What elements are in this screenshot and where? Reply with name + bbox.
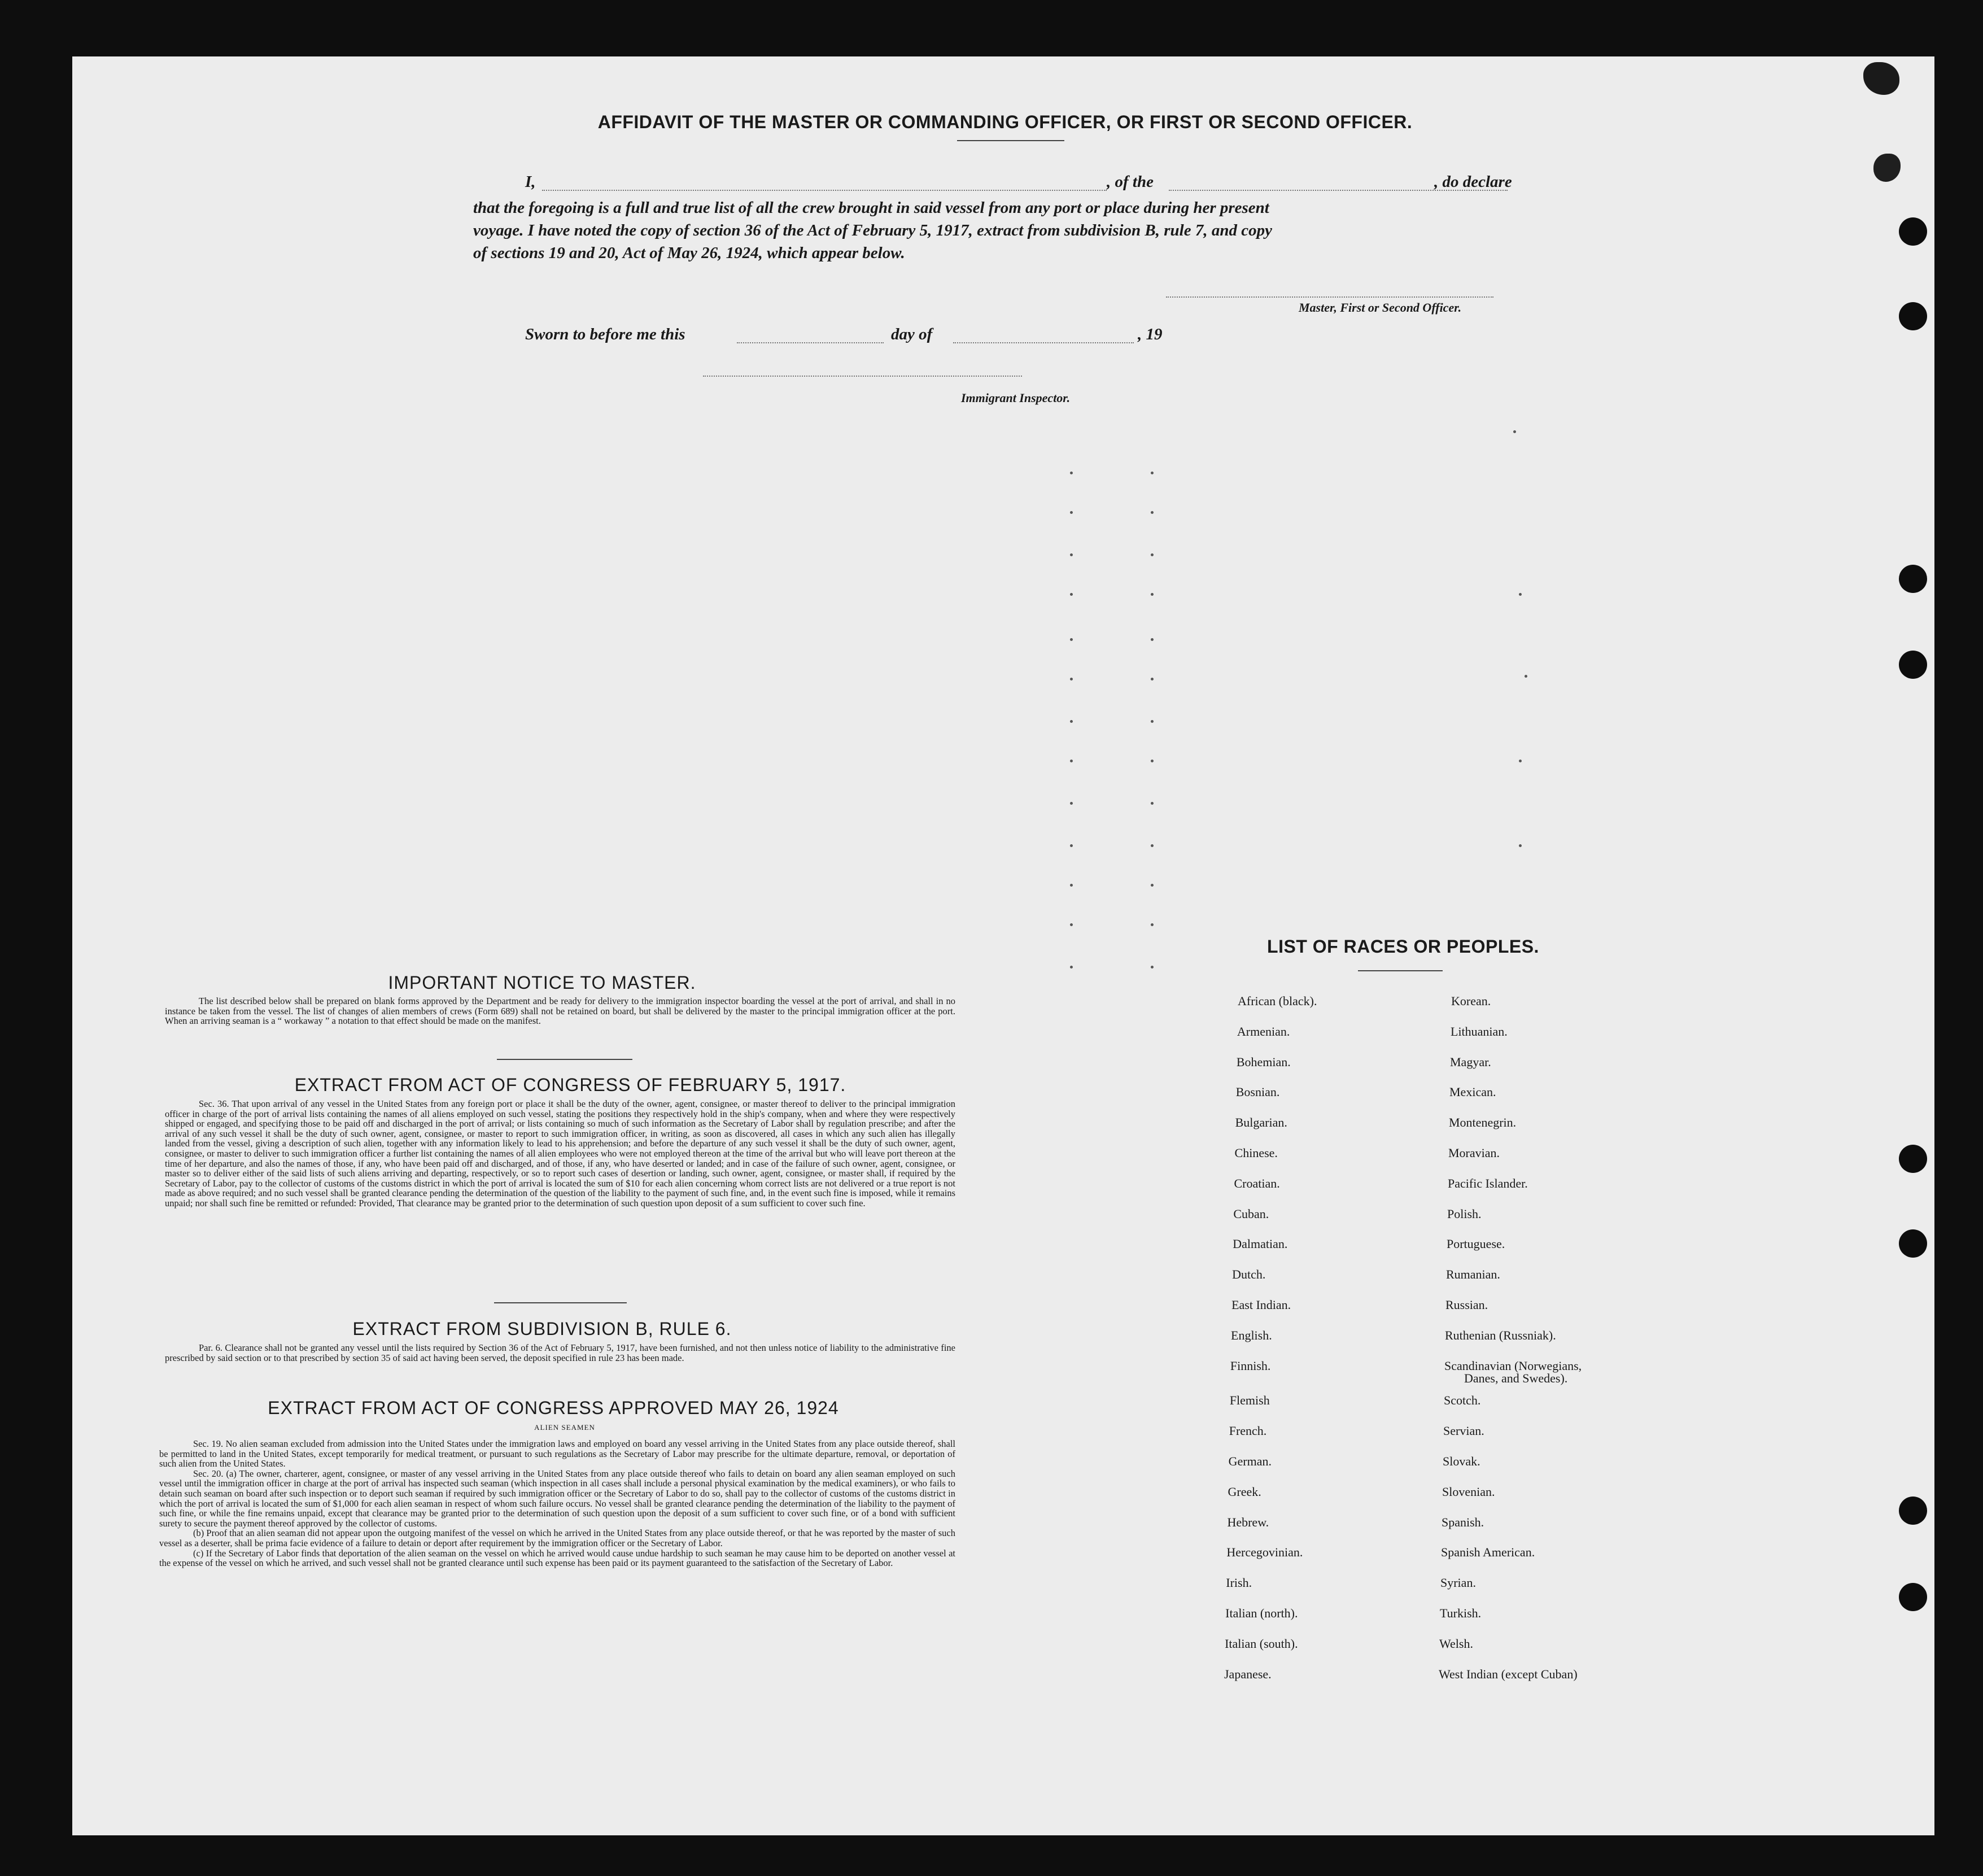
races-title: LIST OF RACES OR PEOPLES. — [1267, 936, 1539, 957]
race-item: Portuguese. — [1447, 1237, 1505, 1251]
do-declare-label: , do declare — [1434, 173, 1512, 191]
race-item-continuation: Danes, and Swedes). — [1464, 1371, 1568, 1385]
race-item: Servian. — [1443, 1424, 1484, 1438]
race-item: Mexican. — [1449, 1085, 1496, 1100]
punch-hole — [1899, 565, 1927, 593]
race-item: Rumanian. — [1446, 1267, 1500, 1282]
race-item: Irish. — [1226, 1576, 1252, 1590]
race-item: Armenian. — [1237, 1024, 1290, 1039]
race-item: Bohemian. — [1236, 1054, 1291, 1069]
race-item: Spanish. — [1442, 1515, 1484, 1529]
race-item: Pacific Islander. — [1448, 1176, 1528, 1190]
race-item: Moravian. — [1448, 1146, 1500, 1160]
inspector-signature-blank — [703, 376, 1022, 377]
sworn-line — [525, 325, 1203, 346]
race-item: Syrian. — [1440, 1576, 1476, 1590]
notice-paragraph: The list described below shall be prepared on blank forms approved by the Department and be ready for delivery to the immigration inspector boarding the vessel at the port of arrival, and shall in no instance be taken from the vessel. The list of changes of alien members of crews (Form 689) shall not be retained on board, but shall be delivered by the master to the principal immigration officer at the port. When an arriving seaman is a “ workaway ” a notation to that effect should be made on the manifest. — [165, 996, 955, 1027]
extract-1924-subtitle: ALIEN SEAMEN — [534, 1423, 595, 1432]
race-item: Hercegovinian. — [1226, 1545, 1303, 1560]
section-36-paragraph: Sec. 36. That upon arrival of any vessel in the United States from any foreign port or place it shall be the duty of the owner, agent, consignee, or master thereof to deliver to the principal immigration officer in charge of the port of arrival lists containing the names of all aliens employed on such vessel, stating the positions they respectively hold in the ship's company, when and where they were respectively shipped or engaged, and specifying those to be paid off and discharged in the port of arrival; or lists containing so much of such information as the Secretary of Labor shall by regulation prescribe; and after the arrival of any such vessel it shall be the duty of such owner, agent, consignee, or master to report to such immigration officer, in writing, as soon as discovered, all cases in which any such alien has illegally landed from the vessel, giving a description of such alien, together with any information likely to lead to his apprehension; and before the departure of any such vessel it shall be the duty of such owner, agent, consignee, or master to deliver to such immigration officer a further list containing the names of all alien employees who were not employed thereon at the time of the arrival but who will leave port thereon at the time of her departure, and also the names of those, if any, who have been paid off and discharged, and of those, if any, who have deserted or landed; and in case of the failure of such owner, agent, consignee, or master so to deliver either of the said lists of such aliens arriving and departing, respectively, or so to report such cases of desertion or landing, such owner, agent, consignee, or master shall, if required by the Secretary of Labor, pay to the collector of customs of the customs district in which the port of arrival is located the sum of $10 for each alien concerning whom correct lists are not delivered or a true report is not made as above required; and no such vessel shall be granted clearance pending the determination of the question of the liability to the payment of such fine, and, in the event such fine is imposed, while it remains unpaid; nor shall such fine be remitted or refunded: Provided, That clearance may be granted prior to the determination of such question upon deposit of a sum sufficient to cover such fine. — [165, 1098, 955, 1209]
year-label: , 19 — [1138, 325, 1163, 343]
race-item: Dutch. — [1232, 1267, 1266, 1282]
extract-1924-text — [159, 1439, 955, 1568]
section-divider — [497, 1059, 632, 1060]
race-item: Slovenian. — [1442, 1484, 1495, 1499]
extract-1917-text — [165, 1099, 955, 1209]
sec-20a-paragraph: Sec. 20. (a) The owner, charterer, agent, consignee, or master of any vessel arriving in the United States from any place outside thereof who fails to detain on board any alien seaman employed on such vessel until the immigration officer in charge at the port of arrival has inspected such seaman (which inspection in all cases shall include a personal physical examination by the medical examiners), or who fails to detain such seaman on board after such inspection or to deport such seaman if required by such immigration officer or the Secretary of Labor to do so, shall pay to the collector of customs of the customs district in which the port of arrival is located the sum of $1,000 for each alien seaman in respect of whom such failure occurs. No vessel shall be granted clearance pending the determination of the liability to the payment of such fine, or while the fine remains unpaid, except that clearance may be granted prior to the determination of such question upon the deposit of a sum sufficient to cover such fine, or of a bond with sufficient surety to secure the payment thereof approved by the collector of customs. — [159, 1468, 955, 1529]
race-item: Spanish American. — [1441, 1545, 1535, 1560]
notice-text — [165, 996, 955, 1026]
race-item: Bulgarian. — [1235, 1115, 1287, 1130]
race-item: Slovak. — [1443, 1454, 1480, 1468]
master-signature-label: Master, First or Second Officer. — [1299, 300, 1462, 315]
race-item: Japanese. — [1224, 1666, 1272, 1681]
race-item: Flemish — [1229, 1393, 1270, 1408]
affidavit-title: AFFIDAVIT OF THE MASTER OR COMMANDING OFFICER, OR FIRST OR SECOND OFFICER. — [597, 112, 1413, 132]
punch-hole — [1899, 1229, 1927, 1258]
sec-20c-paragraph: (c) If the Secretary of Labor finds that deportation of the alien seaman on the vessel on which he arrived would cause undue hardship to such seaman he may cause him to be deported on another vessel at the expense of the vessel on which he arrived, and such vessel shall not be granted clearance until such expense has been paid or its payment guaranteed to the satisfaction of the Secretary of Labor. — [159, 1547, 955, 1569]
punch-hole — [1899, 1145, 1927, 1173]
race-item: Finnish. — [1230, 1358, 1271, 1373]
race-item: Scotch. — [1444, 1393, 1481, 1408]
affidavit-body-line-3: of sections 19 and 20, Act of May 26, 1924, which appear below. — [473, 244, 905, 262]
section-divider — [494, 1302, 627, 1303]
sec-20b-paragraph: (b) Proof that an alien seaman did not appear upon the outgoing manifest of the vessel on which he arrived in the United States from any place outside thereof, or that he was reported by the master of such vessel as a deserter, shall be prima facie evidence of a failure to detain or deport after requirement by the immigration officer or the Secretary of Labor. — [159, 1528, 955, 1548]
extract-rule6-text — [165, 1343, 955, 1363]
race-item: Lithuanian. — [1451, 1024, 1508, 1039]
punch-hole — [1899, 1583, 1927, 1611]
race-item: Polish. — [1447, 1206, 1482, 1221]
race-item: Magyar. — [1450, 1054, 1491, 1069]
day-of-label: day of — [891, 325, 933, 343]
race-item: English. — [1231, 1328, 1272, 1342]
affidavit-body-line-2: voyage. I have noted the copy of section 36 of the Act of February 5, 1917, extract from subdivision B, rule 7, and copy — [473, 221, 1272, 239]
affidavit-declaration-line — [525, 173, 1541, 193]
extract-1917-title: EXTRACT FROM ACT OF CONGRESS OF FEBRUARY 5, 1917. — [294, 1075, 846, 1095]
race-item: Welsh. — [1439, 1636, 1473, 1651]
race-item: Russian. — [1445, 1298, 1488, 1312]
race-item: Scandinavian (Norwegians, — [1444, 1358, 1582, 1373]
affidavit-body-line-1: that the foregoing is a full and true list of all the crew brought in said vessel from any port or place during her present — [473, 199, 1269, 217]
of-the-label: , of the — [1107, 173, 1154, 191]
month-blank — [953, 342, 1134, 343]
race-item: Croatian. — [1234, 1176, 1280, 1190]
race-item: Dalmatian. — [1233, 1237, 1288, 1251]
title-divider — [957, 140, 1064, 141]
race-item: Montenegrin. — [1449, 1115, 1517, 1130]
sworn-label: Sworn to before me this — [525, 325, 685, 343]
race-item: French. — [1229, 1424, 1267, 1438]
race-item: Italian (south). — [1225, 1636, 1298, 1651]
race-item: Italian (north). — [1225, 1606, 1298, 1620]
punch-hole — [1899, 302, 1927, 330]
race-item: African (black). — [1238, 994, 1317, 1008]
race-item: East Indian. — [1231, 1298, 1291, 1312]
i-label: I, — [525, 173, 536, 191]
races-divider — [1358, 970, 1443, 971]
race-item: Cuban. — [1233, 1206, 1269, 1221]
master-signature-blank — [1166, 296, 1493, 298]
par-6-paragraph: Par. 6. Clearance shall not be granted any vessel until the lists required by Section 36 of the Act of February 5, 1917, have been furnished, and not then unless notice of liability to the administrative fine prescribed by said section or to that prescribed by section 35 of said act having been served, the deposit specified in rule 23 has been made. — [165, 1342, 955, 1363]
sec-19-paragraph: Sec. 19. No alien seaman excluded from admission into the United States under the immigration laws and employed on board any vessel arriving in the United States from any place outside thereof, shall be permitted to land in the United States, except temporarily for medical treatment, or pursuant to such regulations as the Secretary of Labor may prescribe for the ultimate departure, removal, or deportation of such alien from the United States. — [159, 1438, 955, 1469]
extract-1924-title: EXTRACT FROM ACT OF CONGRESS APPROVED MAY 26, 1924 — [268, 1398, 839, 1418]
document-page — [72, 56, 1934, 1835]
race-item: Ruthenian (Russniak). — [1445, 1328, 1556, 1342]
punch-hole — [1899, 1497, 1927, 1525]
inspector-label: Immigrant Inspector. — [961, 391, 1071, 405]
race-item: German. — [1228, 1454, 1272, 1468]
race-item: West Indian (except Cuban) — [1439, 1666, 1578, 1681]
punch-hole — [1899, 651, 1927, 679]
day-blank — [737, 342, 884, 343]
name-blank — [542, 190, 1107, 191]
race-item: Bosnian. — [1235, 1085, 1280, 1100]
race-item: Korean. — [1451, 994, 1491, 1008]
extract-rule6-title: EXTRACT FROM SUBDIVISION B, RULE 6. — [352, 1319, 732, 1339]
punch-hole — [1899, 217, 1927, 246]
race-item: Greek. — [1228, 1484, 1261, 1499]
race-item: Chinese. — [1234, 1146, 1278, 1160]
notice-title: IMPORTANT NOTICE TO MASTER. — [388, 972, 696, 993]
race-item: Turkish. — [1440, 1606, 1482, 1620]
race-item: Hebrew. — [1227, 1515, 1269, 1529]
